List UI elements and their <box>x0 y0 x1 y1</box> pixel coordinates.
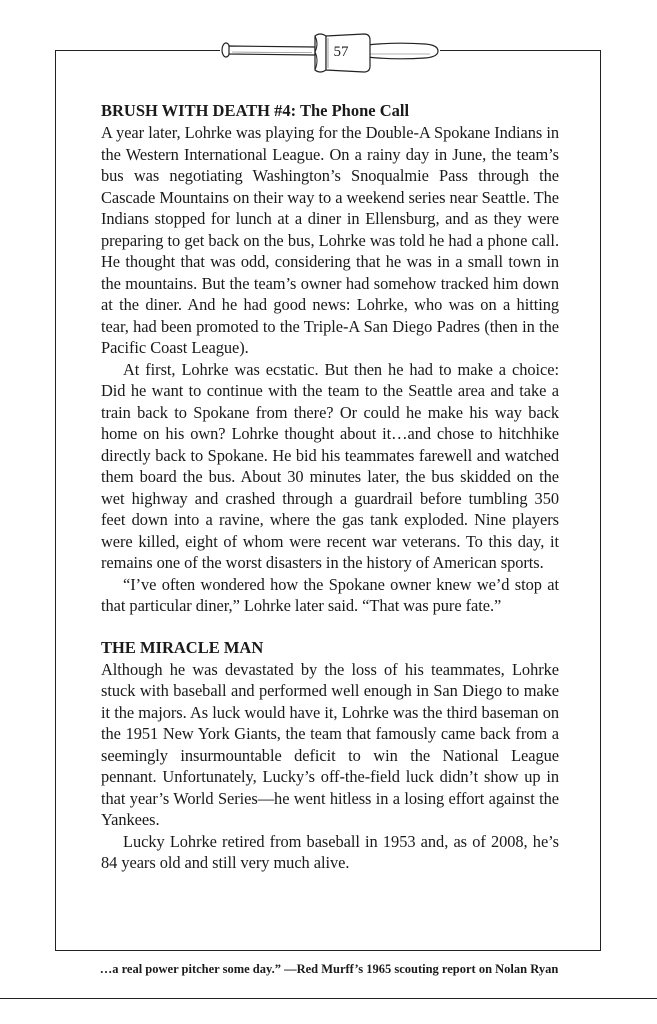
page-frame-right <box>600 50 601 950</box>
page-content <box>101 100 559 874</box>
body-paragraph: Although he was devastated by the loss of his teammates, Lohrke stuck with baseball and performed well enough in San Diego to make it the majors. As luck would have it, Lohrke was the third baseman on the 1951 New York Giants, the team that famously came back from a seemingly insurmountable deficit to win the National League pennant. Unfortunately, Lucky’s off-the-field luck didn’t show up in that year’s World Series—he went hitless in a losing effort against the Yankees. <box>101 659 559 829</box>
footer-quote: …a real power pitcher some day.” —Red Murff’s 1965 scouting report on Nolan Ryan <box>99 962 559 976</box>
section-heading: THE MIRACLE MAN <box>101 637 264 657</box>
body-paragraph: “I’ve often wondered how the Spokane owner knew we’d stop at that particular diner,” Lohrke later said. “That was pure fate.” <box>101 574 559 615</box>
page-number: 57 <box>333 44 349 60</box>
body-paragraph: A year later, Lohrke was playing for the Double-A Spokane Indians in the Western International League. On a rainy day in June, the team’s bus was negotiating Washington’s Snoqualmie Pass through the Cascade Mountains on their way to a weekend series near Seattle. The Indians stopped for lunch at a diner in Ellensburg, and as they were preparing to get back on the bus, Lohrke was told he had a phone call. He thought that was odd, considering that he was in a small town in the mountains. But the team’s owner had somehow tracked him down at the diner. And he had good news: Lohrke, who was on a hitting tear, had been promoted to the Triple-A San Diego Padres (then in the Pacific Coast League). <box>101 123 559 357</box>
bottom-rule <box>0 998 657 999</box>
body-paragraph: At first, Lohrke was ecstatic. But then he had to make a choice: Did he want to continue with the team to the Seattle area and take a train back to Spokane from there? Or could he make his way back home on his own? Lohrke thought about it…and chose to hitchhike directly back to Spokane. He bid his teammates farewell and watched them board the bus. About 30 minutes later, the bus skidded on the wet highway and crashed through a guardrail before tumbling 350 feet down into a ravine, where the gas tank exploded. Nine players were killed, eight of whom were recent war veterans. To this day, it remains one of the worst disasters in the history of American sports. <box>101 359 559 572</box>
page-frame-left <box>55 50 56 950</box>
page-frame-top-left <box>55 50 220 51</box>
body-paragraph: Lucky Lohrke retired from baseball in 1953 and, as of 2008, he’s 84 years old and still very much alive. <box>101 831 559 872</box>
page-frame-bottom <box>55 950 601 951</box>
section-heading: BRUSH WITH DEATH #4: The Phone Call <box>101 101 410 120</box>
page-frame-top-right <box>440 50 601 51</box>
